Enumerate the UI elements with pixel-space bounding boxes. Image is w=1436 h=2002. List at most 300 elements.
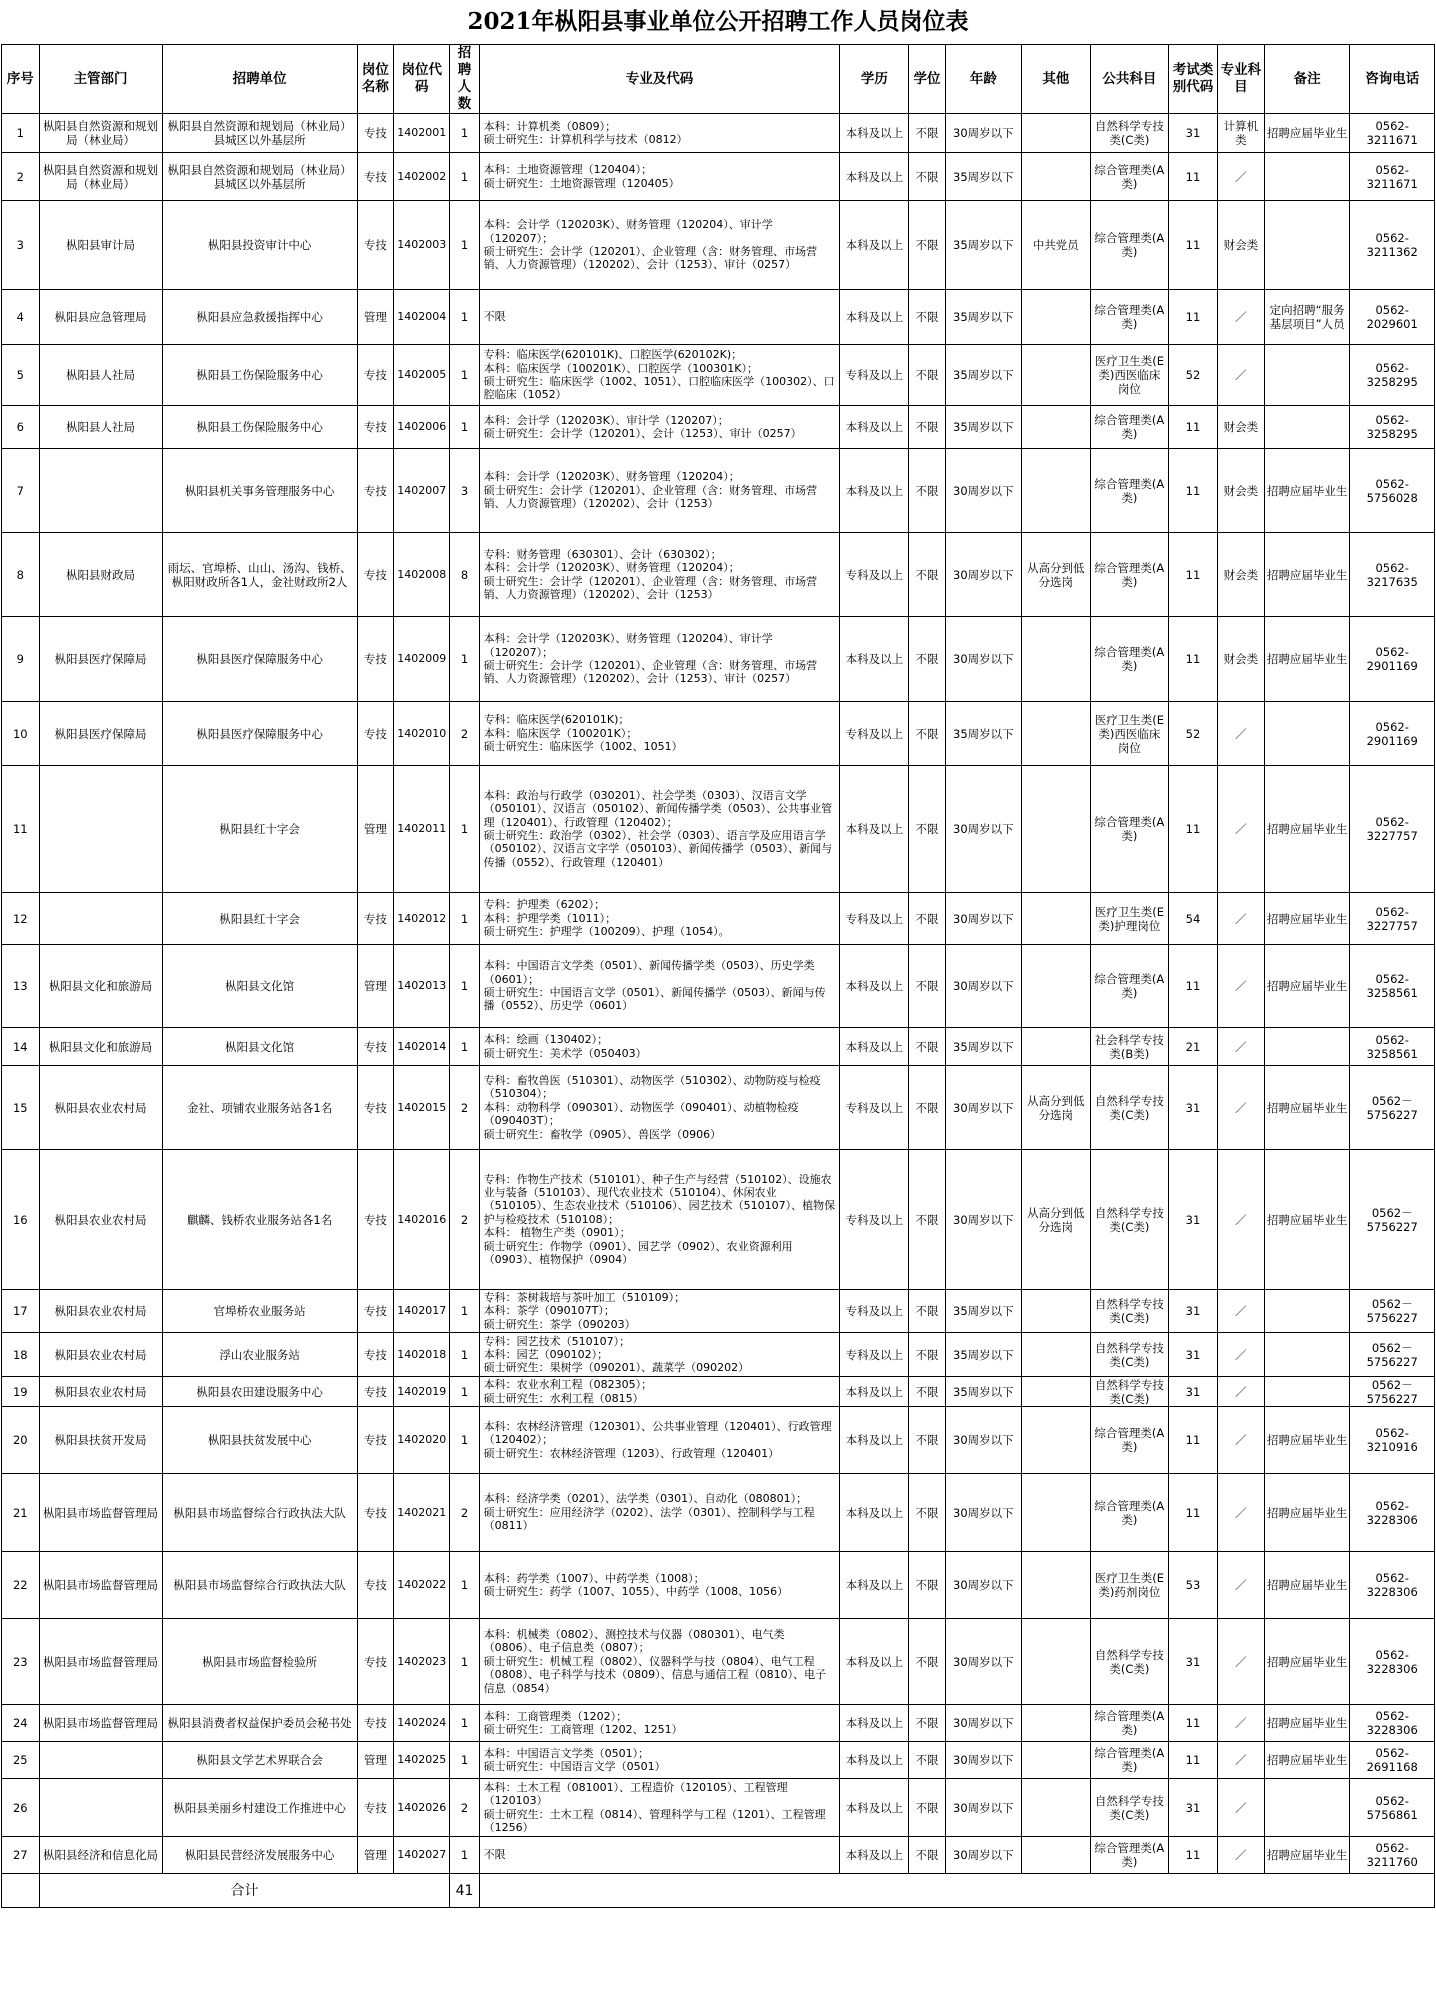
unit-cell: 枞阳县自然资源和规划局（林业局）县城区以外基层所 [162,114,357,153]
position-cell: 专技 [357,1377,394,1407]
note-cell: 招聘应届毕业生 [1264,1552,1350,1619]
note-cell: 招聘应届毕业生 [1264,617,1350,702]
position-cell: 专技 [357,114,394,153]
position-cell: 专技 [357,1619,394,1705]
phone-cell: 0562-3211760 [1350,1837,1435,1874]
professional-subject-cell: 财会类 [1217,201,1264,290]
seq-cell: 3 [2,201,40,290]
public-subject-cell: 医疗卫生类(E类)西医临床岗位 [1090,345,1168,406]
phone-cell: 0562-3228306 [1350,1474,1435,1552]
table-row [2,153,1435,201]
degree-cell: 不限 [909,345,946,406]
professional-subject-cell: ／ [1217,1474,1264,1552]
phone-cell: 0562-3227757 [1350,893,1435,945]
page-title: 2021年枞阳县事业单位公开招聘工作人员岗位表 [467,8,969,35]
age-cell: 30周岁以下 [945,1619,1021,1705]
dept-cell: 枞阳县市场监督管理局 [39,1552,162,1619]
major-cell: 本科：农业水利工程（082305）； 硕士研究生：水利工程（0815） [479,1377,840,1407]
public-subject-cell: 自然科学专技类(C类) [1090,1290,1168,1333]
age-cell: 35周岁以下 [945,1290,1021,1333]
public-subject-cell: 综合管理类(A类) [1090,1474,1168,1552]
other-cell [1021,1837,1090,1874]
professional-subject-cell: ／ [1217,1150,1264,1290]
position-cell: 专技 [357,153,394,201]
exam-category-cell: 31 [1168,1150,1217,1290]
major-cell: 本科：农林经济管理（120301）、公共事业管理（120401）、行政管理（120402）； 硕士研究生：农林经济管理（1203）、行政管理（120401） [479,1407,840,1474]
seq-cell: 19 [2,1377,40,1407]
age-cell: 30周岁以下 [945,449,1021,533]
seq-cell: 15 [2,1066,40,1150]
degree-cell: 不限 [909,893,946,945]
count-cell: 1 [450,201,479,290]
exam-category-cell: 11 [1168,290,1217,345]
exam-category-cell: 31 [1168,1377,1217,1407]
position-cell: 专技 [357,449,394,533]
dept-cell: 枞阳县市场监督管理局 [39,1474,162,1552]
education-cell: 本科及以上 [840,406,909,449]
seq-cell: 25 [2,1742,40,1779]
public-subject-cell: 医疗卫生类(E类)药剂岗位 [1090,1552,1168,1619]
other-cell [1021,1028,1090,1066]
seq-cell: 7 [2,449,40,533]
dept-cell: 枞阳县自然资源和规划局（林业局） [39,114,162,153]
other-cell [1021,114,1090,153]
table-row [2,533,1435,617]
unit-cell: 枞阳县红十字会 [162,893,357,945]
education-cell: 本科及以上 [840,766,909,893]
exam-category-cell: 52 [1168,345,1217,406]
major-cell: 专科：茶树栽培与茶叶加工（510109）； 本科：茶学（090107T）； 硕士研究生：茶学（090203） [479,1290,840,1333]
professional-subject-cell: ／ [1217,1066,1264,1150]
major-cell: 专科：临床医学(620101K)； 本科：临床医学（100201K）； 硕士研究生：临床医学（1002、1051） [479,702,840,766]
unit-cell: 枞阳县医疗保障服务中心 [162,702,357,766]
exam-category-cell: 11 [1168,533,1217,617]
degree-cell: 不限 [909,1290,946,1333]
header-professional-subject: 专业科目 [1217,45,1264,114]
degree-cell: 不限 [909,1333,946,1377]
unit-cell: 枞阳县自然资源和规划局（林业局）县城区以外基层所 [162,153,357,201]
other-cell [1021,406,1090,449]
seq-cell: 4 [2,290,40,345]
phone-cell: 0562-2691168 [1350,1742,1435,1779]
age-cell: 30周岁以下 [945,114,1021,153]
header-phone: 咨询电话 [1350,45,1435,114]
note-cell [1264,1333,1350,1377]
total-label: 合计 [39,1874,450,1908]
unit-cell: 枞阳县红十字会 [162,766,357,893]
code-cell: 1402027 [394,1837,450,1874]
major-cell: 专科：财务管理（630301）、会计（630302）； 本科：会计学（120203K）、财务管理（120204）； 硕士研究生：会计学（120201）、企业管理（含：财务管理、市场营销、人力资源管理）（120202）、会计（1253） [479,533,840,617]
count-cell: 1 [450,1552,479,1619]
header-note: 备注 [1264,45,1350,114]
header-exam-category: 考试类别代码 [1168,45,1217,114]
count-cell: 1 [450,1290,479,1333]
phone-cell: 0562-3227757 [1350,766,1435,893]
note-cell: 招聘应届毕业生 [1264,1705,1350,1742]
table-row [2,1779,1435,1837]
table-row [2,1705,1435,1742]
dept-cell: 枞阳县医疗保障局 [39,617,162,702]
seq-cell: 2 [2,153,40,201]
professional-subject-cell: 财会类 [1217,533,1264,617]
note-cell: 招聘应届毕业生 [1264,1474,1350,1552]
seq-cell: 8 [2,533,40,617]
professional-subject-cell: 财会类 [1217,617,1264,702]
professional-subject-cell: ／ [1217,1619,1264,1705]
professional-subject-cell: ／ [1217,1552,1264,1619]
seq-cell: 9 [2,617,40,702]
note-cell [1264,345,1350,406]
position-cell: 专技 [357,1474,394,1552]
position-cell: 专技 [357,1705,394,1742]
degree-cell: 不限 [909,1066,946,1150]
header-unit: 招聘单位 [162,45,357,114]
age-cell: 30周岁以下 [945,533,1021,617]
count-cell: 2 [450,1474,479,1552]
exam-category-cell: 11 [1168,1705,1217,1742]
total-count: 41 [450,1874,479,1908]
code-cell: 1402012 [394,893,450,945]
phone-cell: 0562-2901169 [1350,617,1435,702]
code-cell: 1402002 [394,153,450,201]
public-subject-cell: 自然科学专技类(C类) [1090,1779,1168,1837]
table-row [2,1407,1435,1474]
note-cell [1264,1779,1350,1837]
header-age: 年龄 [945,45,1021,114]
seq-cell: 6 [2,406,40,449]
table-row [2,1066,1435,1150]
unit-cell: 枞阳县文化馆 [162,945,357,1028]
dept-cell [39,1742,162,1779]
unit-cell: 麒麟、钱桥农业服务站各1名 [162,1150,357,1290]
note-cell: 招聘应届毕业生 [1264,1837,1350,1874]
table-row [2,617,1435,702]
dept-cell: 枞阳县农业农村局 [39,1066,162,1150]
note-cell: 招聘应届毕业生 [1264,1407,1350,1474]
note-cell [1264,1377,1350,1407]
major-cell: 本科：经济学类（0201）、法学类（0301）、自动化（080801）； 硕士研究生：应用经济学（0202）、法学（0301）、控制科学与工程（0811） [479,1474,840,1552]
public-subject-cell: 综合管理类(A类) [1090,1407,1168,1474]
position-cell: 管理 [357,766,394,893]
position-cell: 专技 [357,893,394,945]
note-cell: 招聘应届毕业生 [1264,449,1350,533]
table-row [2,1837,1435,1874]
public-subject-cell: 自然科学专技类(C类) [1090,1333,1168,1377]
degree-cell: 不限 [909,945,946,1028]
seq-cell: 17 [2,1290,40,1333]
education-cell: 专科及以上 [840,1333,909,1377]
age-cell: 30周岁以下 [945,1066,1021,1150]
public-subject-cell: 综合管理类(A类) [1090,290,1168,345]
degree-cell: 不限 [909,1552,946,1619]
table-row [2,1377,1435,1407]
unit-cell: 官埠桥农业服务站 [162,1290,357,1333]
phone-cell: 0562-5756028 [1350,449,1435,533]
degree-cell: 不限 [909,1619,946,1705]
age-cell: 30周岁以下 [945,1742,1021,1779]
education-cell: 本科及以上 [840,1779,909,1837]
professional-subject-cell: ／ [1217,1705,1264,1742]
code-cell: 1402024 [394,1705,450,1742]
major-cell: 专科：园艺技术（510107）； 本科：园艺（090102）； 硕士研究生：果树学（090201）、蔬菜学（090202） [479,1333,840,1377]
phone-cell: 0562-3211671 [1350,114,1435,153]
education-cell: 本科及以上 [840,617,909,702]
exam-category-cell: 11 [1168,1837,1217,1874]
major-cell: 本科：中国语言文学类（0501）； 硕士研究生：中国语言文学（0501） [479,1742,840,1779]
degree-cell: 不限 [909,1377,946,1407]
note-cell [1264,1028,1350,1066]
public-subject-cell: 自然科学专技类(C类) [1090,1066,1168,1150]
count-cell: 1 [450,1028,479,1066]
degree-cell: 不限 [909,1779,946,1837]
note-cell: 招聘应届毕业生 [1264,114,1350,153]
count-cell: 1 [450,1333,479,1377]
dept-cell: 枞阳县审计局 [39,201,162,290]
public-subject-cell: 综合管理类(A类) [1090,449,1168,533]
public-subject-cell: 自然科学专技类(C类) [1090,1150,1168,1290]
education-cell: 专科及以上 [840,893,909,945]
age-cell: 30周岁以下 [945,1407,1021,1474]
professional-subject-cell: ／ [1217,1333,1264,1377]
code-cell: 1402016 [394,1150,450,1290]
dept-cell: 枞阳县农业农村局 [39,1150,162,1290]
age-cell: 35周岁以下 [945,1333,1021,1377]
code-cell: 1402022 [394,1552,450,1619]
public-subject-cell: 综合管理类(A类) [1090,1705,1168,1742]
position-cell: 专技 [357,201,394,290]
other-cell [1021,290,1090,345]
code-cell: 1402011 [394,766,450,893]
code-cell: 1402025 [394,1742,450,1779]
age-cell: 30周岁以下 [945,893,1021,945]
job-positions-table [1,44,1435,1908]
count-cell: 1 [450,114,479,153]
public-subject-cell: 综合管理类(A类) [1090,201,1168,290]
other-cell [1021,1407,1090,1474]
seq-cell: 13 [2,945,40,1028]
note-cell [1264,702,1350,766]
table-row [2,449,1435,533]
position-cell: 专技 [357,1779,394,1837]
count-cell: 1 [450,1619,479,1705]
exam-category-cell: 52 [1168,702,1217,766]
unit-cell: 枞阳县扶贫发展中心 [162,1407,357,1474]
professional-subject-cell: ／ [1217,893,1264,945]
exam-category-cell: 31 [1168,1290,1217,1333]
degree-cell: 不限 [909,153,946,201]
age-cell: 35周岁以下 [945,1377,1021,1407]
dept-cell: 枞阳县财政局 [39,533,162,617]
public-subject-cell: 自然科学专技类(C类) [1090,1377,1168,1407]
count-cell: 2 [450,702,479,766]
degree-cell: 不限 [909,766,946,893]
professional-subject-cell: ／ [1217,1377,1264,1407]
position-cell: 专技 [357,345,394,406]
seq-cell: 24 [2,1705,40,1742]
unit-cell: 枞阳县市场监督综合行政执法大队 [162,1474,357,1552]
position-cell: 专技 [357,406,394,449]
table-row [2,201,1435,290]
header-other: 其他 [1021,45,1090,114]
other-cell: 从高分到低分选岗 [1021,1150,1090,1290]
table-row [2,406,1435,449]
major-cell: 专科：畜牧兽医（510301）、动物医学（510302）、动物防疫与检疫（510304）； 本科：动物科学（090301）、动物医学（090401）、动植物检疫（090403T）； 硕士研究生：畜牧学（0905）、兽医学（0906） [479,1066,840,1150]
unit-cell: 枞阳县市场监督综合行政执法大队 [162,1552,357,1619]
header-major: 专业及代码 [479,45,840,114]
exam-category-cell: 31 [1168,1619,1217,1705]
other-cell [1021,1779,1090,1837]
total-row [2,1874,1435,1908]
header-count: 招聘人数 [450,45,479,114]
exam-category-cell: 21 [1168,1028,1217,1066]
unit-cell: 枞阳县医疗保障服务中心 [162,617,357,702]
degree-cell: 不限 [909,1705,946,1742]
major-cell: 本科：计算机类（0809）； 硕士研究生：计算机科学与技术（0812） [479,114,840,153]
age-cell: 35周岁以下 [945,1028,1021,1066]
position-cell: 管理 [357,945,394,1028]
table-row [2,114,1435,153]
professional-subject-cell: ／ [1217,153,1264,201]
other-cell [1021,766,1090,893]
unit-cell: 枞阳县工伤保险服务中心 [162,406,357,449]
education-cell: 本科及以上 [840,449,909,533]
phone-cell: 0562-3258295 [1350,345,1435,406]
public-subject-cell: 综合管理类(A类) [1090,1742,1168,1779]
table-row [2,345,1435,406]
professional-subject-cell: ／ [1217,345,1264,406]
professional-subject-cell: ／ [1217,1779,1264,1837]
position-cell: 专技 [357,1407,394,1474]
degree-cell: 不限 [909,1150,946,1290]
code-cell: 1402007 [394,449,450,533]
count-cell: 1 [450,1377,479,1407]
public-subject-cell: 医疗卫生类(E类)护理岗位 [1090,893,1168,945]
major-cell: 本科：绘画（130402）； 硕士研究生：美术学（050403） [479,1028,840,1066]
education-cell: 专科及以上 [840,345,909,406]
seq-cell: 14 [2,1028,40,1066]
other-cell [1021,1742,1090,1779]
phone-cell: 0562－5756227 [1350,1150,1435,1290]
exam-category-cell: 11 [1168,1742,1217,1779]
count-cell: 8 [450,533,479,617]
unit-cell: 枞阳县投资审计中心 [162,201,357,290]
position-cell: 专技 [357,1333,394,1377]
code-cell: 1402013 [394,945,450,1028]
phone-cell: 0562-3228306 [1350,1705,1435,1742]
table-row [2,766,1435,893]
note-cell [1264,153,1350,201]
education-cell: 本科及以上 [840,1742,909,1779]
dept-cell: 枞阳县文化和旅游局 [39,945,162,1028]
seq-cell: 11 [2,766,40,893]
phone-cell: 0562-2029601 [1350,290,1435,345]
exam-category-cell: 11 [1168,153,1217,201]
degree-cell: 不限 [909,290,946,345]
unit-cell: 枞阳县机关事务管理服务中心 [162,449,357,533]
exam-category-cell: 11 [1168,406,1217,449]
exam-category-cell: 31 [1168,1779,1217,1837]
seq-cell: 1 [2,114,40,153]
phone-cell: 0562-5756861 [1350,1779,1435,1837]
other-cell [1021,1552,1090,1619]
unit-cell: 枞阳县民营经济发展服务中心 [162,1837,357,1874]
count-cell: 1 [450,153,479,201]
unit-cell: 枞阳县农田建设服务中心 [162,1377,357,1407]
degree-cell: 不限 [909,617,946,702]
professional-subject-cell: ／ [1217,702,1264,766]
code-cell: 1402026 [394,1779,450,1837]
header-public-subject: 公共科目 [1090,45,1168,114]
phone-cell: 0562-2901169 [1350,702,1435,766]
code-cell: 1402010 [394,702,450,766]
position-cell: 专技 [357,1290,394,1333]
education-cell: 本科及以上 [840,1619,909,1705]
phone-cell: 0562-3228306 [1350,1552,1435,1619]
dept-cell: 枞阳县农业农村局 [39,1377,162,1407]
count-cell: 1 [450,617,479,702]
code-cell: 1402020 [394,1407,450,1474]
dept-cell: 枞阳县人社局 [39,345,162,406]
count-cell: 1 [450,945,479,1028]
exam-category-cell: 31 [1168,114,1217,153]
exam-category-cell: 11 [1168,1407,1217,1474]
other-cell: 从高分到低分选岗 [1021,1066,1090,1150]
position-cell: 专技 [357,1028,394,1066]
dept-cell: 枞阳县人社局 [39,406,162,449]
code-cell: 1402001 [394,114,450,153]
other-cell: 从高分到低分选岗 [1021,533,1090,617]
education-cell: 专科及以上 [840,533,909,617]
code-cell: 1402021 [394,1474,450,1552]
seq-cell: 5 [2,345,40,406]
note-cell: 招聘应届毕业生 [1264,533,1350,617]
dept-cell [39,766,162,893]
note-cell: 招聘应届毕业生 [1264,1742,1350,1779]
exam-category-cell: 11 [1168,1474,1217,1552]
seq-cell: 10 [2,702,40,766]
exam-category-cell: 54 [1168,893,1217,945]
age-cell: 30周岁以下 [945,1552,1021,1619]
position-cell: 专技 [357,617,394,702]
major-cell: 本科：中国语言文学类（0501）、新闻传播学类（0503）、历史学类（0601）； 硕士研究生：中国语言文学（0501）、新闻传播学（0503）、新闻与传播（0552）、历史学（0601） [479,945,840,1028]
other-cell [1021,945,1090,1028]
dept-cell: 枞阳县扶贫开发局 [39,1407,162,1474]
table-row [2,1028,1435,1066]
unit-cell: 枞阳县消费者权益保护委员会秘书处 [162,1705,357,1742]
education-cell: 本科及以上 [840,1377,909,1407]
code-cell: 1402005 [394,345,450,406]
professional-subject-cell: ／ [1217,1028,1264,1066]
other-cell [1021,1290,1090,1333]
code-cell: 1402023 [394,1619,450,1705]
code-cell: 1402008 [394,533,450,617]
other-cell [1021,153,1090,201]
table-row [2,290,1435,345]
other-cell [1021,893,1090,945]
code-cell: 1402019 [394,1377,450,1407]
count-cell: 3 [450,449,479,533]
code-cell: 1402018 [394,1333,450,1377]
age-cell: 35周岁以下 [945,406,1021,449]
dept-cell [39,449,162,533]
phone-cell: 0562-3211362 [1350,201,1435,290]
age-cell: 35周岁以下 [945,290,1021,345]
code-cell: 1402009 [394,617,450,702]
major-cell: 本科：土地资源管理（120404）； 硕士研究生：土地资源管理（120405） [479,153,840,201]
degree-cell: 不限 [909,201,946,290]
dept-cell: 枞阳县市场监督管理局 [39,1619,162,1705]
major-cell: 本科：土木工程（081001）、工程造价（120105）、工程管理（120103） 硕士研究生：土木工程（0814）、管理科学与工程（1201）、工程管理（1256） [479,1779,840,1837]
